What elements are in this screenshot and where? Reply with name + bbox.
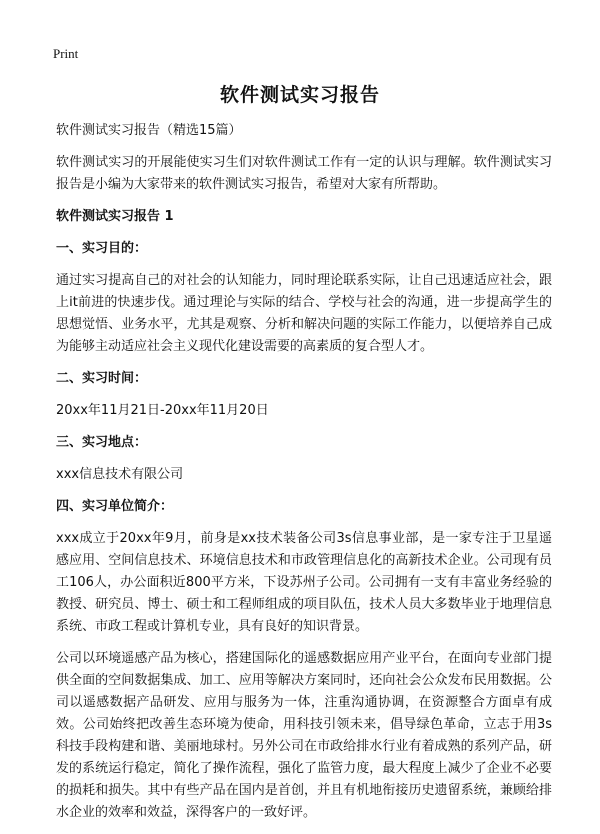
section-purpose-text: 通过实习提高自己的对社会的认知能力，同时理论联系实际，让自己迅速适应社会，跟上it前进的快速步伐。通过理论与实际的结合、学校与社会的沟通，进一步提高学生的思想觉悟、业务水平，尤其是观察、分析和解决问题的实际工作能力，以便培养自己成为能够主动适应社会主义现代化建设需要的高素质的复合型人才。 xyxy=(56,273,552,354)
section-location-heading: 三、实习地点： xyxy=(56,435,148,450)
section-location-text: xxx信息技术有限公司 xyxy=(56,467,184,482)
intro-paragraph: 软件测试实习的开展能使实习生们对软件测试工作有一定的认识与理解。软件测试实习报告是小编为大家带来的软件测试实习报告，希望对大家有所帮助。 xyxy=(56,155,552,192)
section-company-heading: 四、实习单位简介： xyxy=(56,499,174,514)
section-company-para2: 公司以环境遥感产品为核心，搭建国际化的遥感数据应用产业平台，在面向专业部门提供全面的空间数据集成、加工、应用等解决方案同时，还向社会公众发布民用数据。公司以遥感数据产品研发、应用与服务为一体，注重沟通协调，在资源整合方面卓有成效。公司始终把改善生态环境为使命，用科技引领未来，倡导绿色革命，立志于用3s科技手段构建和谐、美丽地球村。另外公司在市政给排水行业有着成熟的系列产品，研发的系统运行稳定，简化了操作流程，强化了监管力度，最大程度上减少了企业不必要的损耗和损失。其中有些产品在国内是首创，并且有机地衔接历史遗留系统，兼顾给排水企业的效率和效益，深得客户的一致好评。 xyxy=(56,651,552,820)
section-time-heading: 二、实习时间： xyxy=(56,371,148,386)
document-body xyxy=(56,120,552,834)
section-purpose-heading: 一、实习目的： xyxy=(56,241,148,256)
page-title: 软件测试实习报告 xyxy=(219,84,380,106)
section-company-para1: xxx成立于20xx年9月，前身是xx技术装备公司3s信息事业部，是一家专注于卫星遥感应用、空间信息技术、环境信息技术和市政管理信息化的高新技术企业。公司现有员工106人，办公面积近800平方米，下设苏州子公司。公司拥有一支有丰富业务经验的教授、研究员、博士、硕士和工程师组成的项目队伍，技术人员大多数毕业于地理信息系统、市政工程或计算机专业，具有良好的知识背景。 xyxy=(56,531,552,634)
section-time-text: 20xx年11月21日-20xx年11月20日 xyxy=(56,403,269,418)
article-heading: 软件测试实习报告 1 xyxy=(56,209,174,224)
subtitle: 软件测试实习报告（精选15篇） xyxy=(56,123,242,138)
print-link[interactable]: Print xyxy=(53,46,79,61)
